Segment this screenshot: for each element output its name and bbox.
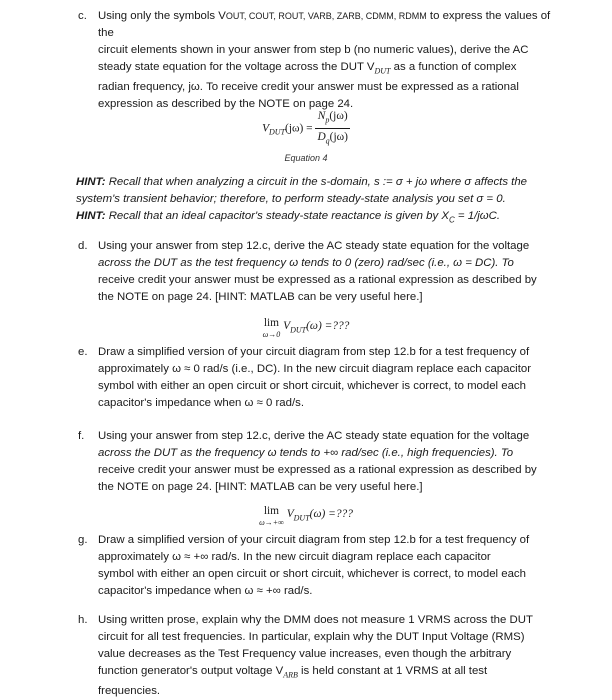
item-f-label: f. <box>78 430 85 442</box>
item-e-label: e. <box>78 346 88 358</box>
item-f-line-1: Using your answer from step 12.c, derive the AC steady state equation for the voltage <box>98 430 530 442</box>
item-d-label: d. <box>78 240 88 252</box>
item-e <box>78 344 556 412</box>
item-e-line-4: capacitor's impedance when ω ≈ 0 rad/s. <box>98 397 304 409</box>
item-d-line-3: receive credit your answer must be expressed as a rational expression as described by <box>98 274 537 286</box>
item-e-line-3: symbol with either an open circuit or short circuit, whichever is correct, to model each <box>98 380 526 392</box>
equation-4-fraction: $\frac{N_p(j\omega)}{D_q(j\omega)}$ <box>317 110 348 146</box>
item-h-line-5: frequencies. <box>98 685 161 698</box>
item-g-line-3: symbol with either an open circuit or short circuit, whichever is correct, to model each <box>98 568 526 580</box>
item-c-line-3: steady state equation for the voltage across the DUT $V_{DUT}$ as a function of complex <box>98 61 517 76</box>
hint-1: HINT: Recall that when analyzing a circuit in the s-domain, s := σ + jω where σ affects the system's transient behavior; therefore, to perform steady-state analysis you set σ = 0. <box>76 176 528 205</box>
item-e-line-1: Draw a simplified version of your circuit diagram from step 12.b for a test frequency of <box>98 346 530 358</box>
item-c-line-2: circuit elements shown in your answer from step b (no numeric values), derive the AC <box>98 44 529 56</box>
item-c <box>78 8 556 113</box>
item-g <box>78 532 556 600</box>
item-d <box>78 238 556 306</box>
item-h-line-3: value decreases as the Test Frequency value increases, even though the arbitrary <box>98 648 512 660</box>
equation-4-caption: Equation 4 <box>284 153 328 163</box>
item-d-line-2: across the DUT as the test frequency ω tends to 0 (zero) rad/sec (i.e., ω = DC). To <box>98 257 514 269</box>
limit-equation-d: lim ω→0 $V_{DUT}(\omega)$ =??? <box>262 317 350 339</box>
item-f-line-2: across the DUT as the frequency ω tends to +∞ rad/sec (i.e., high frequencies). To <box>98 447 514 459</box>
item-f-line-4: the NOTE on page 24. [HINT: MATLAB can be very useful here.] <box>98 481 423 493</box>
item-h-label: h. <box>78 614 88 626</box>
item-h <box>78 612 556 700</box>
item-g-line-2: approximately ω ≈ +∞ rad/s. In the new circuit diagram replace each capacitor <box>98 551 491 563</box>
item-h-line-4: function generator's output voltage $V_{ARB}$ is held constant at 1 VRMS at all test <box>98 665 488 680</box>
item-d-line-1: Using your answer from step 12.c, derive the AC steady state equation for the voltage <box>98 240 530 252</box>
item-c-line-4: radian frequency, jω. To receive credit your answer must be expressed as a rational <box>98 81 519 94</box>
item-c-line-5: expression as described by the NOTE on page 24. <box>98 98 354 111</box>
item-g-line-1: Draw a simplified version of your circuit diagram from step 12.b for a test frequency of <box>98 534 530 546</box>
hint-2: HINT: Recall that an ideal capacitor's steady-state reactance is given by $X_C = 1/j\omega C$. <box>76 210 501 225</box>
item-f <box>78 428 556 496</box>
item-g-label: g. <box>78 534 88 546</box>
equation-4: $V_{DUT}(j\omega)$ = $\frac{N_p(j\omega)}{D_q(j\omega)}$ <box>0 108 612 150</box>
item-e-line-2: approximately ω ≈ 0 rad/s (i.e., DC). In the new circuit diagram replace each capacitor <box>98 363 531 375</box>
item-h-line-1: Using written prose, explain why the DMM does not measure 1 VRMS across the DUT <box>98 614 533 626</box>
item-g-line-4: capacitor's impedance when ω ≈ +∞ rad/s. <box>98 585 313 597</box>
item-f-line-3: receive credit your answer must be expressed as a rational expression as described by <box>98 464 537 476</box>
item-c-line-1: Using only the symbols VOUT, COUT, ROUT, VARB, ZARB, CDMM, RDMM to express the values of the <box>98 10 551 39</box>
limit-equation-f: lim ω→+∞ $V_{DUT}(\omega)$ =??? <box>259 505 353 527</box>
item-h-line-2: circuit for all test frequencies. In particular, explain why the DUT Input Voltage (RMS) <box>98 631 525 643</box>
item-c-label: c. <box>78 10 87 22</box>
item-d-line-4: the NOTE on page 24. [HINT: MATLAB can be very useful here.] <box>98 291 423 303</box>
